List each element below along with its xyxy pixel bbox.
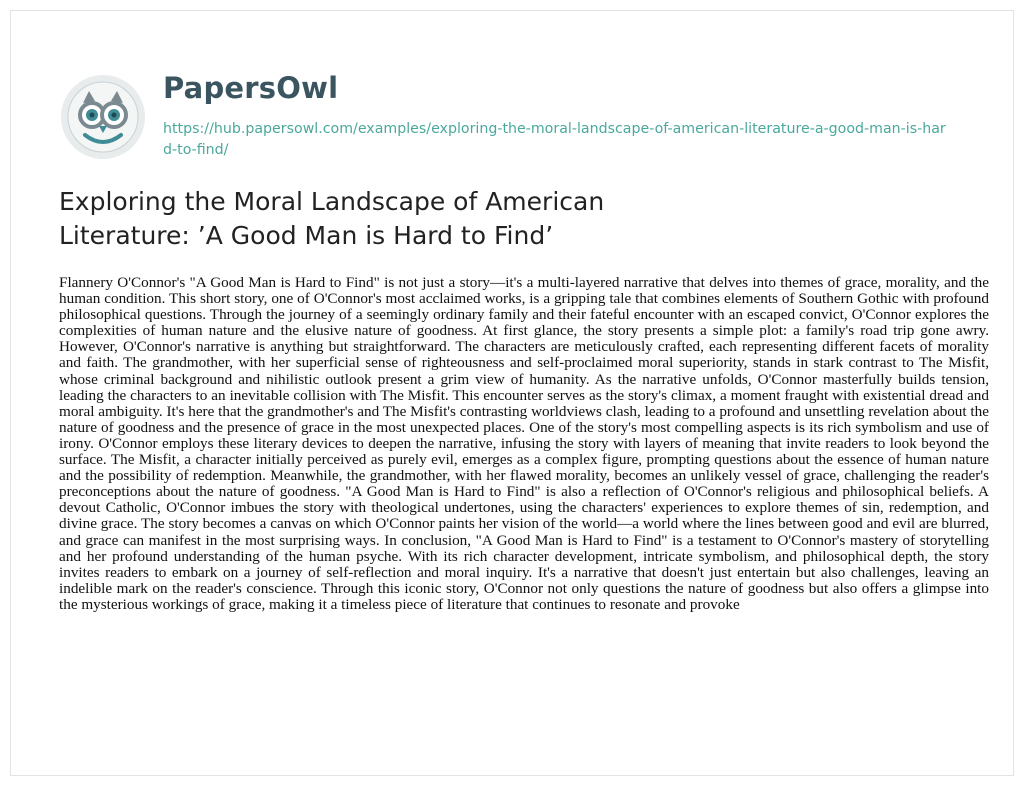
source-url-link[interactable]: https://hub.papersowl.com/examples/exploring-the-moral-landscape-of-american-literature-a-good-man-is-hard-to-find/ [163,121,946,158]
essay-title: Exploring the Moral Landscape of American Literature: ’A Good Man is Hard to Find’ [59,187,605,250]
document-page [10,10,1014,776]
owl-logo-icon [59,73,147,161]
essay-body: Flannery O'Connor's "A Good Man is Hard to Find" is not just a story—it's a multi-layered narrative that delves into themes of grace, morality, and the human condition. This short story, one of O'Connor's most acclaimed works, is a gripping tale that combines elements of Southern Gothic with profound philosophical questions. Through the journey of a seemingly ordinary family and their fateful encounter with an escaped convict, O'Connor explores the complexities of human nature and the elusive nature of goodness. At first glance, the story presents a simple plot: a family's road trip gone awry. However, O'Connor's narrative is anything but straightforward. The characters are meticulously crafted, each representing different facets of morality and faith. The grandmother, with her superficial sense of righteousness and self-proclaimed moral superiority, stands in stark contrast to The Misfit, whose criminal background and nihilistic outlook present a grim view of humanity. As the narrative unfolds, O'Connor masterfully builds tension, leading the characters to an inevitable collision with The Misfit. This encounter serves as the story's climax, a moment fraught with existential dread and moral ambiguity. It's here that the grandmother's and The Misfit's contrasting worldviews clash, leading to a profound and unsettling revelation about the nature of goodness and the presence of grace in the most unexpected places. One of the story's most compelling aspects is its rich symbolism and use of irony. O'Connor employs these literary devices to deepen the narrative, infusing the story with layers of meaning that invite readers to look beyond the surface. The Misfit, a character initially perceived as purely evil, emerges as a complex figure, prompting questions about the essence of human nature and the possibility of redemption. Meanwhile, the grandmother, with her flawed morality, becomes an unlikely vessel of grace, challenging the reader's preconceptions about the nature of goodness. "A Good Man is Hard to Find" is also a reflection of O'Connor's religious and philosophical beliefs. A devout Catholic, O'Connor imbues the story with theological undertones, using the characters' experiences to explore themes of sin, redemption, and divine grace. The story becomes a canvas on which O'Connor paints her vision of the world—a world where the lines between good and evil are blurred, and grace can manifest in the most surprising ways. In conclusion, "A Good Man is Hard to Find" is a testament to O'Connor's mastery of storytelling and her profound understanding of the human psyche. With its rich character development, intricate symbolism, and philosophical depth, the story invites readers to embark on a journey of self-reflection and moral inquiry. It's a narrative that doesn't just entertain but also challenges, leaving an indelible mark on the reader's conscience. Through this iconic story, O'Connor not only questions the nature of goodness but also offers a glimpse into the mysterious workings of grace, making it a timeless piece of literature that continues to resonate and provoke [59,274,989,613]
brand-name: PapersOwl [163,71,339,105]
